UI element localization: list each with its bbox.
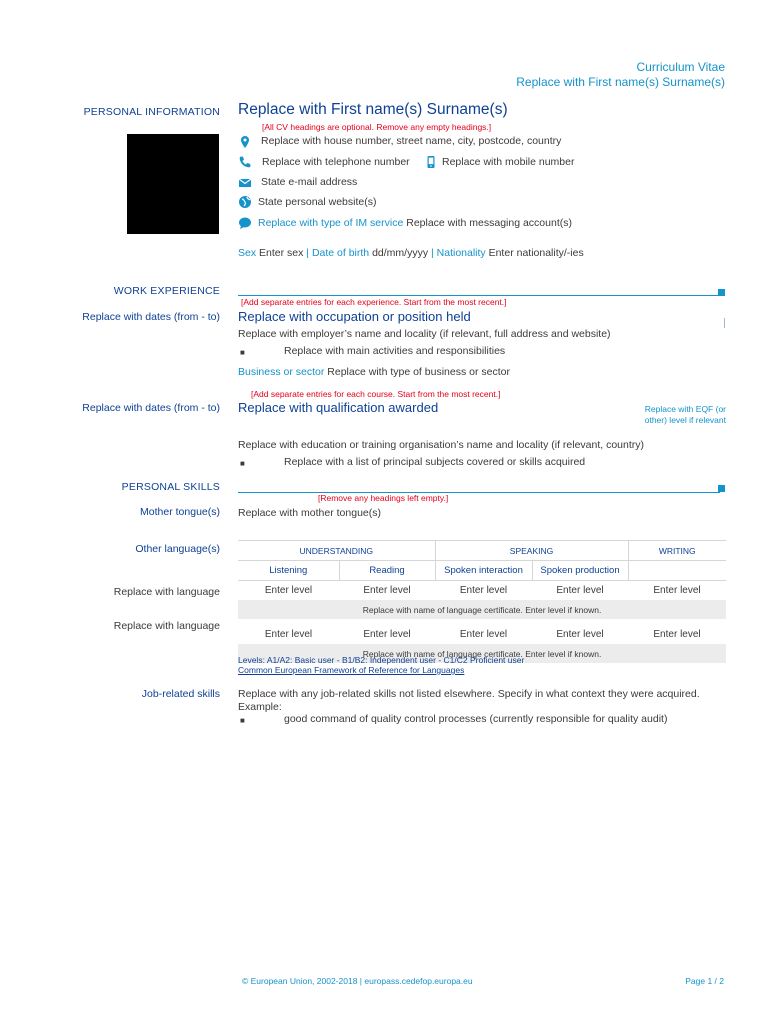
im-label: Replace with type of IM service	[258, 217, 404, 229]
level-cell[interactable]: Enter level	[556, 585, 604, 596]
telephone: Replace with telephone number	[262, 156, 410, 168]
separator: |	[428, 247, 437, 259]
table-row	[238, 619, 726, 644]
subheader-writing-blank	[628, 561, 726, 581]
section-work-experience: WORK EXPERIENCE	[113, 285, 220, 297]
sector-line	[238, 366, 510, 378]
page-number: Page 1 / 2	[685, 976, 724, 986]
levels-note: Levels: A1/A2: Basic user - B1/B2: Independent user - C1/C2 Proficient user	[238, 655, 525, 665]
section-personal-information: PERSONAL INFORMATION	[83, 106, 220, 118]
section-rule	[238, 492, 720, 493]
header-speaking: SPEAKING	[435, 541, 628, 561]
level-cell[interactable]: Enter level	[653, 585, 701, 596]
subheader-listening: Listening	[238, 561, 339, 581]
level-cell[interactable]: Enter level	[363, 585, 411, 596]
mother-tongue-label: Mother tongue(s)	[140, 506, 220, 518]
level-cell[interactable]: Enter level	[459, 629, 508, 640]
work-hint: [Add separate entries for each experience. Start from the most recent.]	[241, 297, 507, 307]
level-cell[interactable]: Enter level	[264, 585, 313, 596]
dob-value: dd/mm/yyyy	[372, 247, 429, 259]
section-rule-marker	[718, 485, 725, 492]
level-cell[interactable]: Enter level	[653, 629, 701, 640]
full-name: Replace with First name(s) Surname(s)	[238, 101, 508, 118]
education-hint: [Add separate entries for each course. Start from the most recent.]	[251, 389, 501, 399]
sector-value: Replace with type of business or sector	[327, 366, 510, 378]
section-personal-skills: PERSONAL SKILLS	[121, 481, 220, 493]
im-value: Replace with messaging account(s)	[406, 217, 572, 229]
personal-details-line	[238, 247, 584, 259]
job-skills-text: Replace with any job-related skills not listed elsewhere. Specify in what context they were acquired. Example:	[238, 688, 700, 713]
education-dates: Replace with dates (from - to)	[82, 402, 220, 414]
table-row	[238, 581, 726, 601]
footer-copyright: © European Union, 2002-2018 | europass.cedefop.europa.eu	[242, 976, 473, 986]
photo-placeholder[interactable]	[127, 134, 219, 234]
bullet-icon: ■	[240, 348, 245, 357]
subjects: Replace with a list of principal subjects covered or skills acquired	[284, 456, 586, 468]
document-title: Curriculum Vitae	[636, 60, 725, 74]
im-line	[258, 217, 572, 229]
certificate-text[interactable]: Replace with name of language certificate. Enter level if known.	[238, 644, 726, 663]
other-languages-label: Other language(s)	[135, 543, 220, 555]
cursor-mark	[724, 318, 725, 328]
sex-label: Sex	[238, 247, 257, 259]
language-label: Replace with language	[113, 620, 220, 632]
location-pin-icon	[238, 135, 252, 149]
mother-tongue-value: Replace with mother tongue(s)	[238, 507, 381, 519]
occupation: Replace with occupation or position held	[238, 309, 471, 324]
subheader-spoken-interaction: Spoken interaction	[435, 561, 532, 581]
language-table	[238, 540, 726, 663]
nationality-value: Enter nationality/-ies	[488, 247, 584, 259]
sector-label: Business or sector	[238, 366, 325, 378]
language-label: Replace with language	[113, 586, 220, 598]
level-cell[interactable]: Enter level	[459, 585, 508, 596]
level-cell[interactable]: Enter level	[264, 629, 313, 640]
bullet-icon: ■	[240, 716, 245, 725]
chat-bubble-icon	[238, 216, 252, 230]
organisation: Replace with education or training organisation’s name and locality (if relevant, country)	[238, 439, 645, 451]
bullet-icon: ■	[240, 459, 245, 468]
sex-value: Enter sex	[259, 247, 304, 259]
level-cell[interactable]: Enter level	[363, 629, 411, 640]
website: State personal website(s)	[258, 196, 377, 208]
job-skills-label: Job-related skills	[141, 688, 220, 700]
eqf-level: Replace with EQF (or other) level if relevant	[644, 404, 726, 425]
certificate-row	[238, 600, 726, 619]
subheader-reading: Reading	[339, 561, 435, 581]
skills-hint: [Remove any headings left empty.]	[318, 493, 449, 503]
work-dates: Replace with dates (from - to)	[82, 311, 220, 323]
globe-icon	[238, 195, 252, 209]
section-rule	[238, 295, 720, 296]
section-rule-marker	[718, 289, 725, 296]
framework-link[interactable]: Common European Framework of Reference for Languages	[238, 665, 465, 675]
address: Replace with house number, street name, city, postcode, country	[261, 135, 562, 147]
mobile: Replace with mobile number	[442, 156, 575, 168]
nationality-label: Nationality	[436, 247, 486, 259]
header-name: Replace with First name(s) Surname(s)	[516, 75, 725, 89]
mobile-icon	[425, 155, 437, 169]
phone-icon	[238, 155, 252, 169]
header-writing: WRITING	[628, 541, 726, 561]
job-skills-example: good command of quality control processes (currently responsible for quality audit)	[284, 713, 668, 725]
activities: Replace with main activities and responsibilities	[284, 345, 506, 357]
qualification: Replace with qualification awarded	[238, 400, 439, 415]
subheader-spoken-production: Spoken production	[532, 561, 628, 581]
personal-hint: [All CV headings are optional. Remove any empty headings.]	[262, 122, 492, 132]
employer: Replace with employer’s name and locality (if relevant, full address and website)	[238, 328, 611, 340]
certificate-text[interactable]: Replace with name of language certificate. Enter level if known.	[238, 600, 726, 619]
email: State e-mail address	[261, 176, 358, 188]
level-cell[interactable]: Enter level	[556, 629, 604, 640]
envelope-icon	[238, 176, 252, 190]
header-understanding: UNDERSTANDING	[238, 541, 435, 561]
dob-label: Date of birth	[311, 247, 370, 259]
separator: |	[303, 247, 312, 259]
